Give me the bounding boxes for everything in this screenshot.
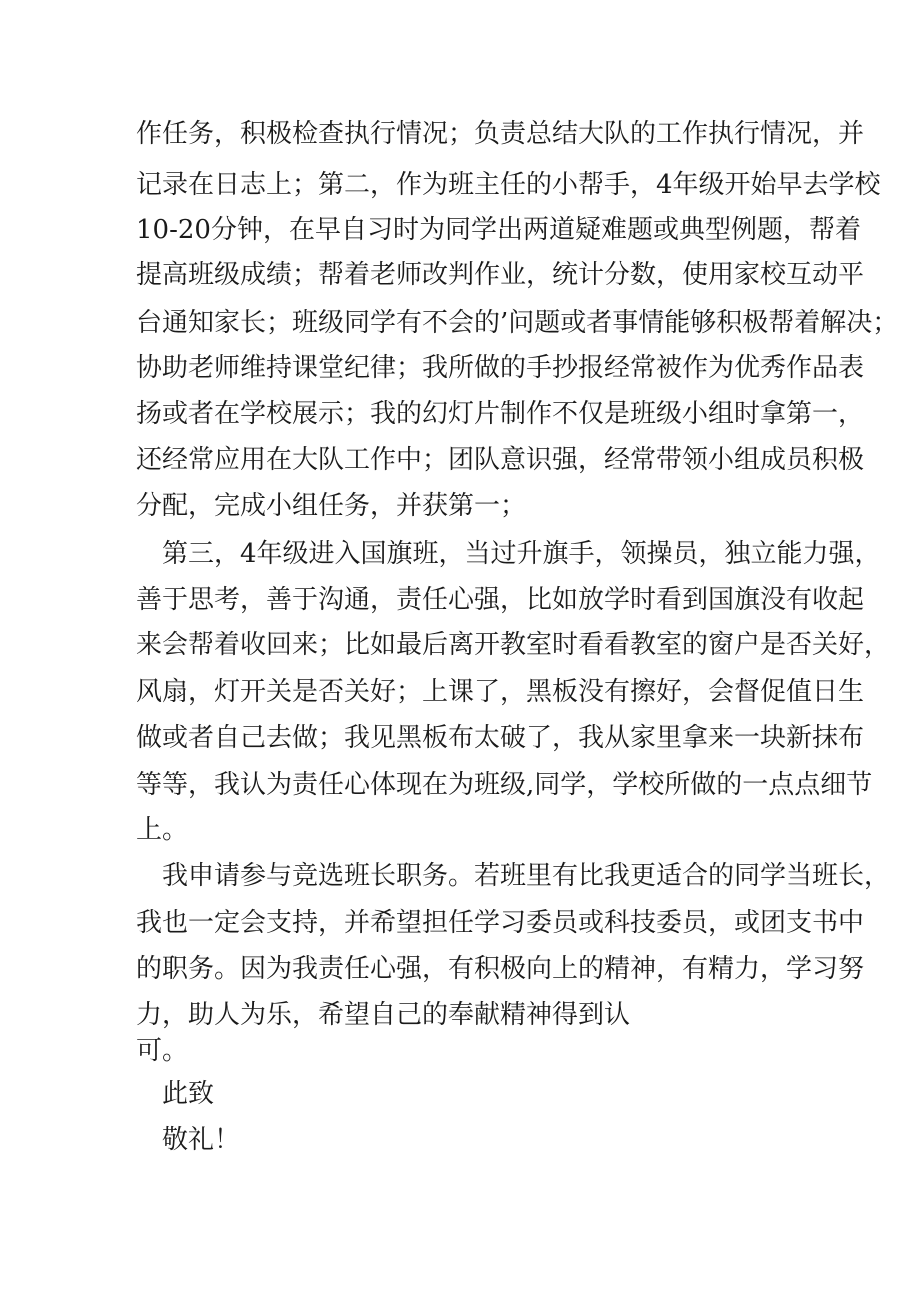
text-line: 我也一定会支持，并希望担任学习委员或科技委员，或团支书中 [136,908,865,938]
text-line: 上。 [136,815,189,845]
text-line: 风扇，灯开关是否关好；上课了，黑板没有擦好，会督促值日生 [136,677,865,707]
closing-salutation: 此致 [162,1079,215,1109]
text-line: 做或者自己去做；我见黑板布太破了，我从家里拿来一块新抹布 [136,723,865,753]
text-line: 扬或者在学校展示；我的幻灯片制作不仅是班级小组时拿第一， [136,399,865,429]
text-line: 提高班级成绩；帮着老师改判作业，统计分数，使用家校互动平 [136,260,865,290]
text-line: 台通知家长；班级同学有不会的’问题或者事情能够积极帮着解决； [136,308,899,338]
text-line: 等等，我认为责任心体现在为班级,同学，学校所做的一点点细节 [136,770,873,800]
text-line: 协助老师维持课堂纪律；我所做的手抄报经常被作为优秀作品表 [136,353,865,383]
text-line: 10-20分钟，在早自习时为同学出两道疑难题或典型例题，帮着 [136,215,861,245]
text-line: 我申请参与竞选班长职务。若班里有比我更适合的同学当班长， [162,861,891,891]
text-line: 第三，4年级进入国旗班，当过升旗手，领操员，独立能力强， [162,539,881,569]
text-line: 还经常应用在大队工作中；团队意识强，经常带领小组成员积极 [136,445,865,475]
text-line: 可。 [136,1036,189,1066]
text-line: 力，助人为乐，希望自己的奉献精神得到认 [136,1000,631,1030]
text-line: 记录在日志上；第二，作为班主任的小帮手，4年级开始早去学校 [136,170,881,200]
text-line: 的职务。因为我责任心强，有积极向上的精神，有精力，学习努 [136,954,865,984]
closing-regards: 敬礼！ [162,1125,241,1155]
text-line: 作任务，积极检查执行情况；负责总结大队的工作执行情况，并 [136,119,865,149]
text-line: 分配，完成小组任务，并获第一； [136,491,527,521]
text-line: 来会帮着收回来；比如最后离开教室时看看教室的窗户是否关好， [136,630,891,660]
text-line: 善于思考，善于沟通，责任心强，比如放学时看到国旗没有收起 [136,585,865,615]
